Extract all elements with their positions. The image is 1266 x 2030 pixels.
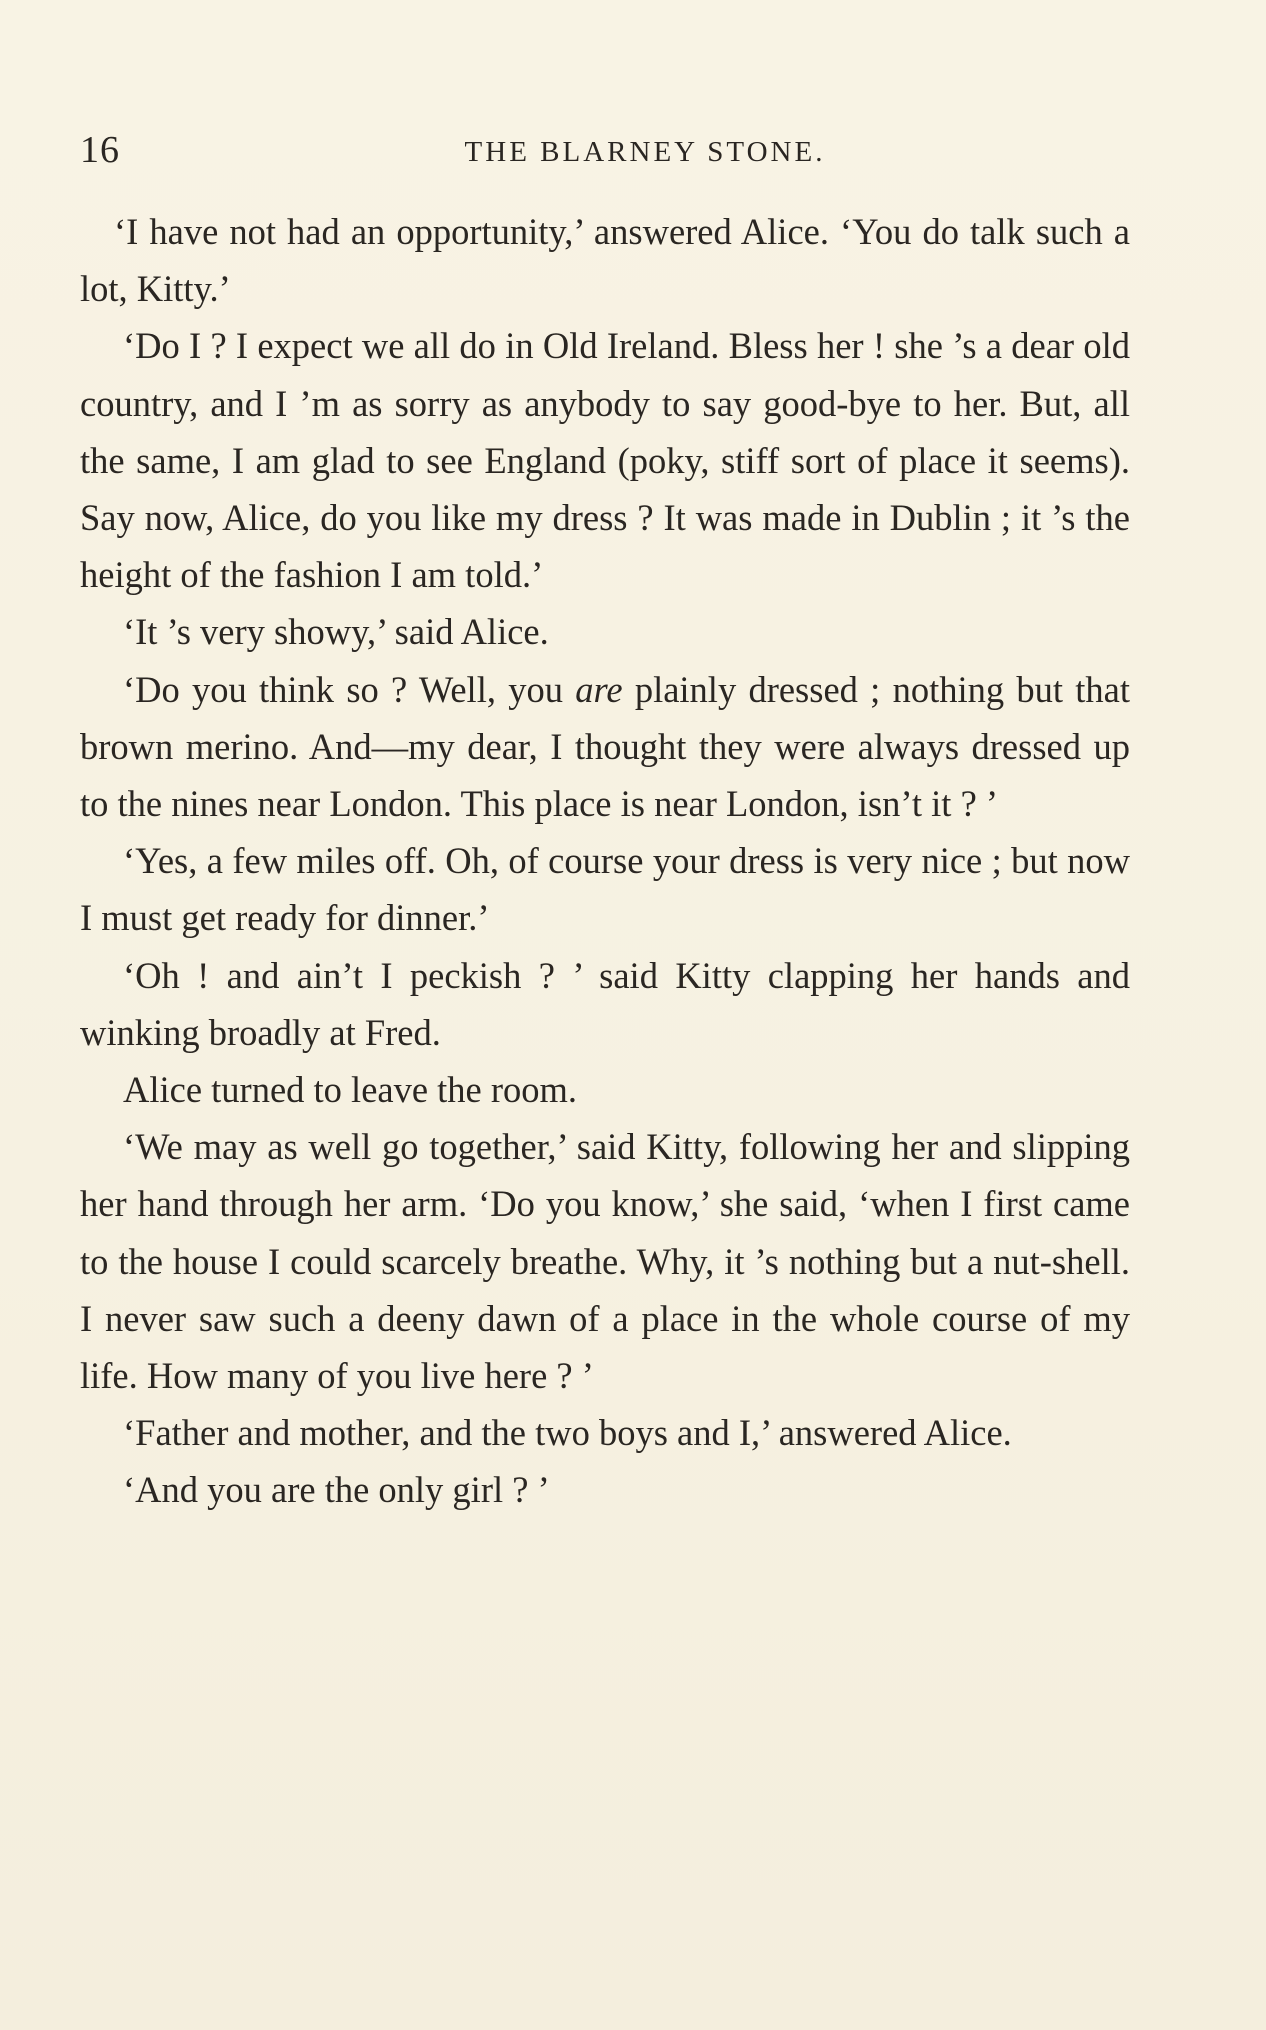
paragraph: ‘Father and mother, and the two boys and I,’ answered Alice. bbox=[123, 1412, 1012, 1454]
emphasized-word: are bbox=[575, 668, 623, 710]
body-text bbox=[80, 203, 1130, 1519]
paragraph: ‘I have not had an opportunity,’ answered Alice. ‘You do talk such a lot, Kitty.’ bbox=[80, 211, 1130, 310]
paragraph: ‘It ’s very showy,’ said Alice. bbox=[123, 611, 549, 653]
paragraph: ‘We may as well go together,’ said Kitty, following her and slipping her hand through her arm. ‘Do you know,’ she said, ‘when I first came to the house I could scarcely breathe. Why, it ’s nothing but a nut-shell. I never saw such a deeny dawn of a place in the whole course of my life. How many of you live here ? ’ bbox=[80, 1126, 1130, 1397]
paragraph: ‘Do I ? I expect we all do in Old Ireland. Bless her ! she ’s a dear old country, and I ’m as sorry as anybody to say good-bye to her. But, all the same, I am glad to see England (poky, stiff sort of place it seems). Say now, Alice, do you like my dress ? It was made in Dublin ; it ’s the height of the fashion I am told.’ bbox=[80, 325, 1130, 596]
page-number: 16 bbox=[80, 129, 120, 171]
paragraph: ‘Yes, a few miles off. Oh, of course your dress is very nice ; but now I must get ready for dinner.’ bbox=[80, 840, 1130, 939]
paragraph-text: ‘Do you think so ? Well, you bbox=[123, 668, 576, 710]
paragraph-text: plainly dressed ; nothing but that brown merino. And—my dear, I thought they were always dressed up to the nines near London. This place is near London, isn’t it ? ’ bbox=[80, 668, 1130, 825]
paragraph: Alice turned to leave the room. bbox=[123, 1069, 578, 1111]
running-title: THE BLARNEY STONE. bbox=[464, 136, 826, 168]
paragraph: ‘Oh ! and ain’t I peckish ? ’ said Kitty clapping her hands and winking broadly at Fred. bbox=[80, 954, 1130, 1053]
paragraph: ‘And you are the only girl ? ’ bbox=[123, 1469, 550, 1511]
page-header bbox=[80, 118, 1130, 178]
paragraph bbox=[80, 661, 1130, 833]
